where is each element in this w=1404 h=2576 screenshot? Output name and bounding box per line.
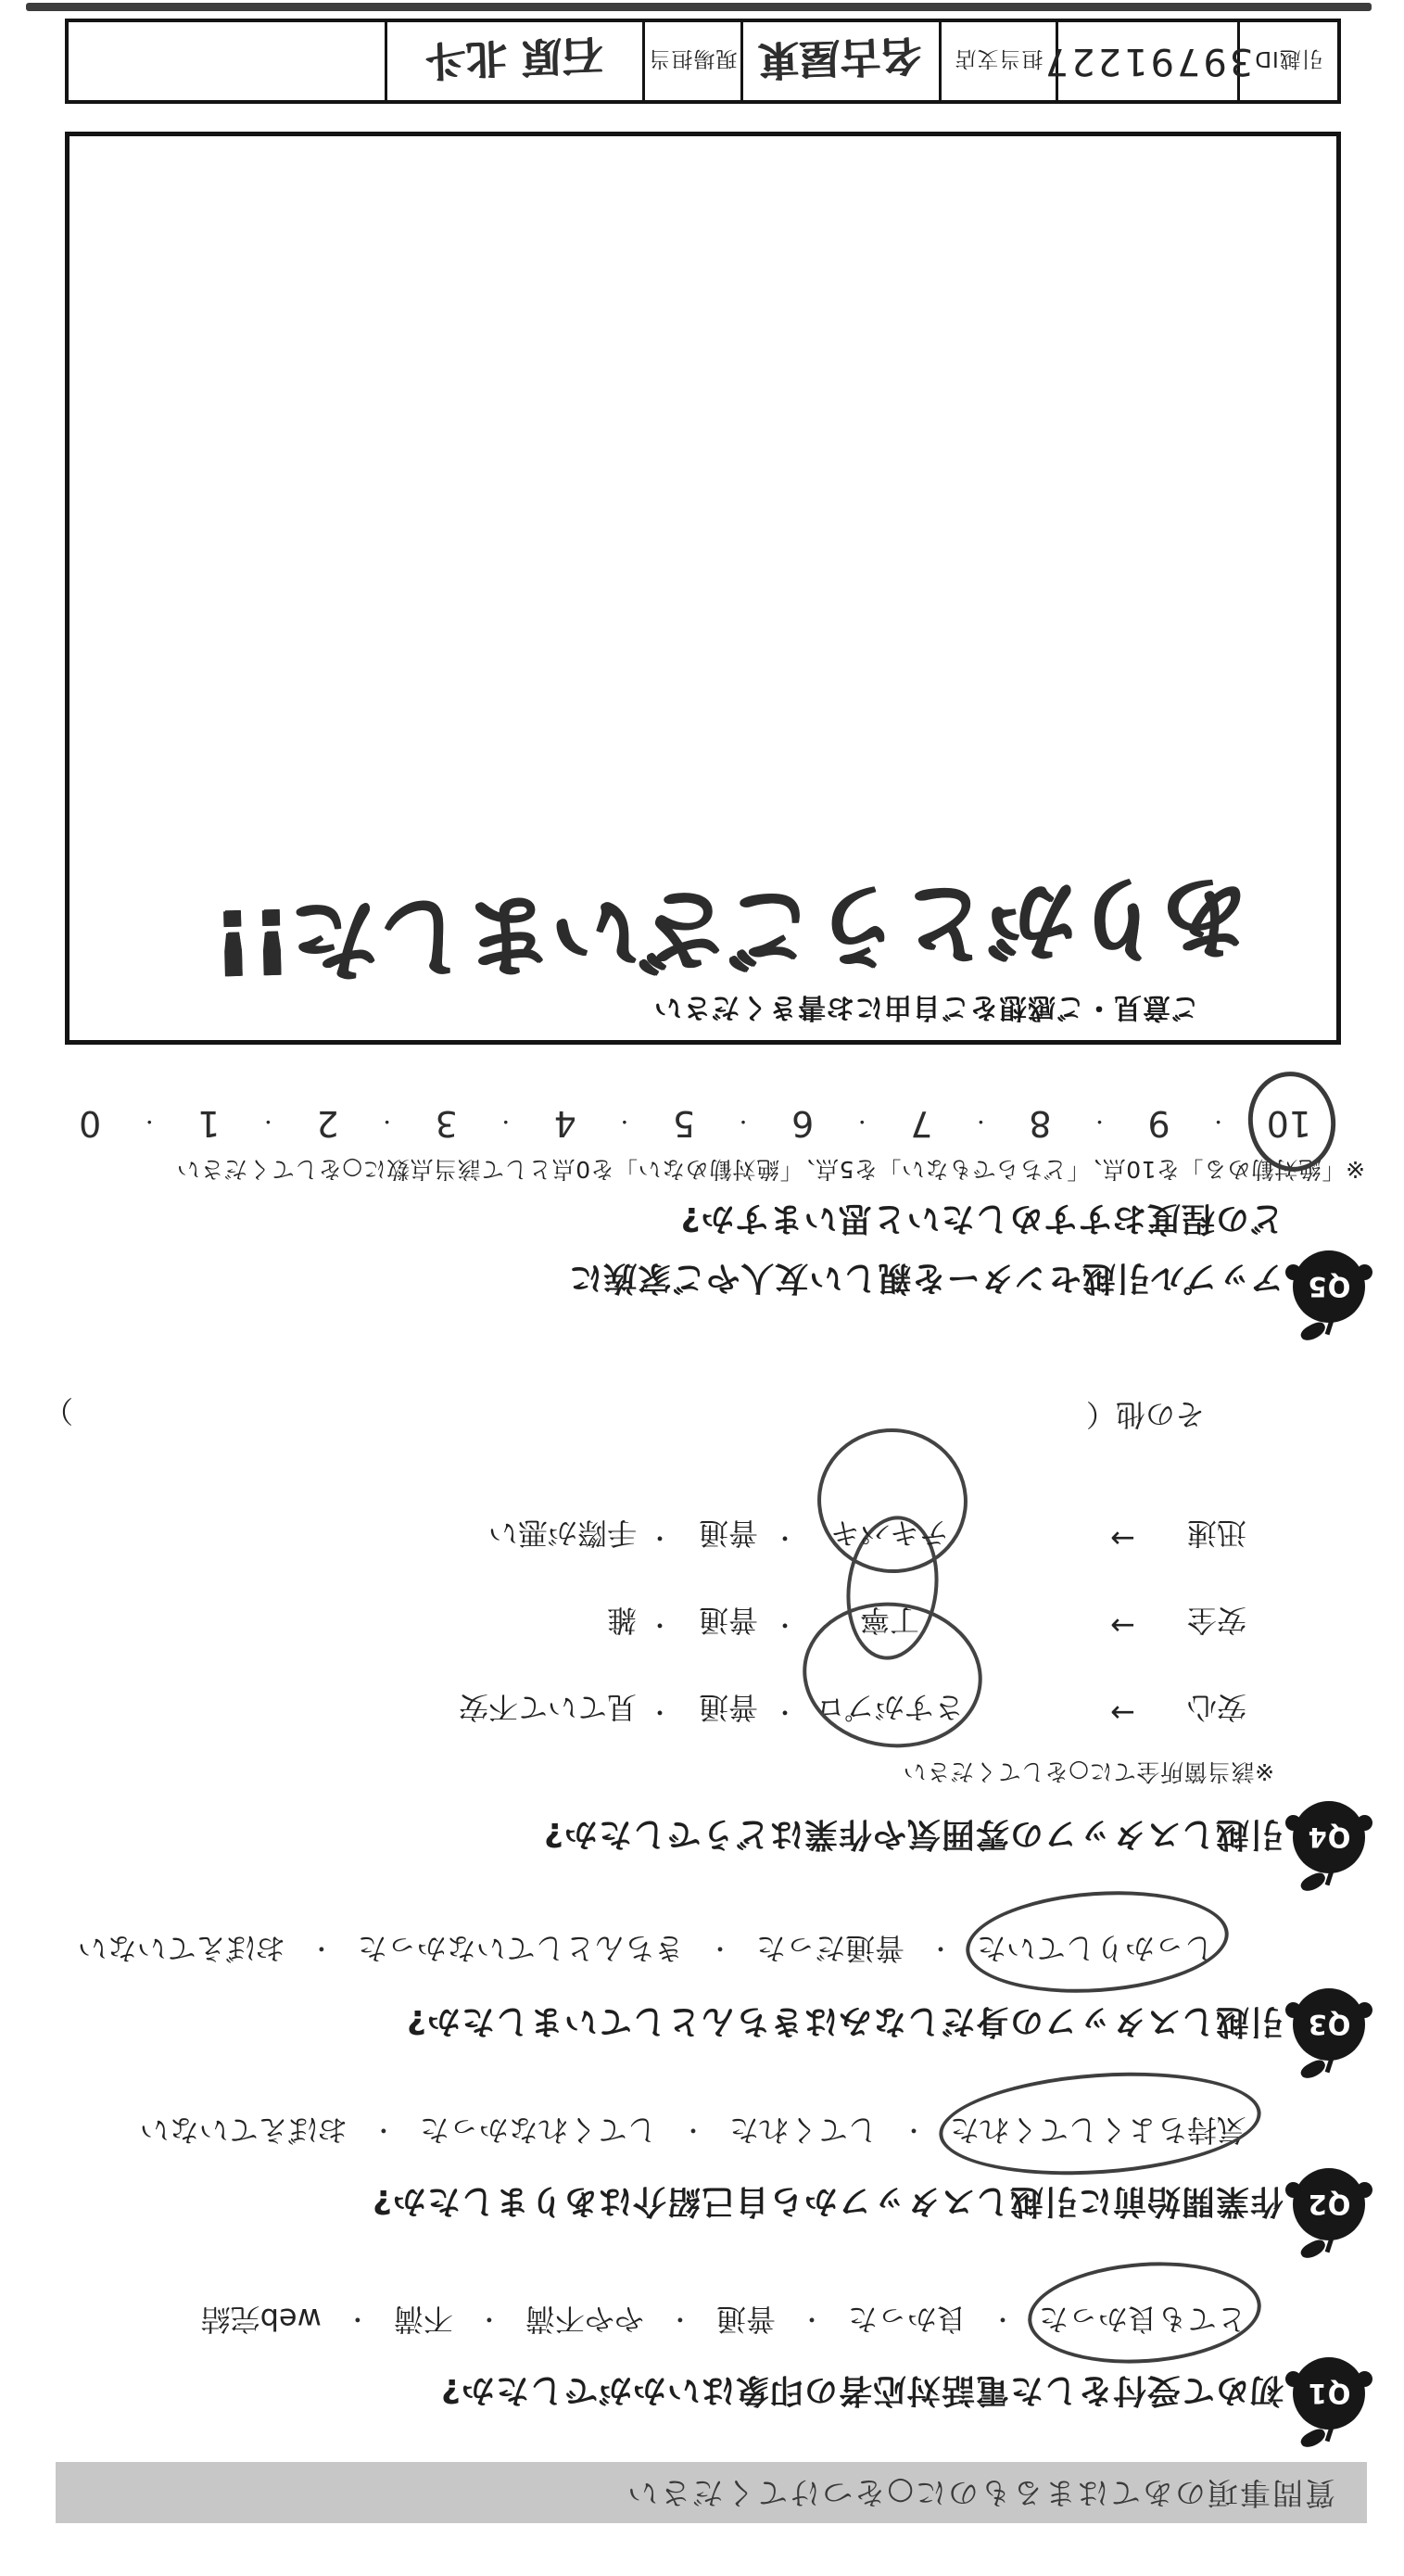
q1-badge-label: Q1 (1307, 2378, 1351, 2409)
apple-icon (1285, 2371, 1301, 2387)
dot-separator: ・ (1208, 1110, 1228, 1134)
dot-separator: ・ (734, 1110, 753, 1134)
q4-row-label: 安心 (1186, 1690, 1246, 1725)
apple-icon (1285, 2182, 1301, 2198)
q4-other-label: その他（ (1085, 1397, 1205, 1432)
dot-separator: ・ (1090, 1110, 1109, 1134)
q3-option: きちんとしていなかった (357, 1931, 684, 1966)
score: 1 (197, 1103, 221, 1144)
dot-separator: ・ (799, 2304, 824, 2333)
score-selected (1267, 1103, 1311, 1144)
id-value: 39791227 (1042, 40, 1254, 82)
q3-badge (1293, 1988, 1365, 2061)
q4-row2-selected (860, 1601, 919, 1643)
comment-box (65, 132, 1341, 1045)
id-label: 引越ID (1254, 46, 1323, 71)
q4-option: 普通 (698, 1690, 758, 1725)
instruction-bar: 質問事項のあてはまるものに○をつけてください (56, 2462, 1367, 2523)
dot-separator: ・ (772, 1697, 797, 1725)
apple-icon (1285, 1815, 1301, 1831)
comment-box-label: ご意見・ご感想をご自由にお書きください (653, 991, 1199, 1023)
q4-option: テキパキ (830, 1516, 950, 1551)
arrow-icon: → (1110, 1695, 1135, 1731)
q4-option: 丁寧 (860, 1603, 920, 1638)
dot-separator: ・ (614, 1110, 634, 1134)
q4-option: さすがプロ (816, 1690, 965, 1725)
apple-icon (1357, 2182, 1372, 2198)
q5-badge (1293, 1250, 1365, 1323)
score: 9 (1147, 1103, 1170, 1144)
q1-option: やや不満 (525, 2302, 644, 2337)
q5-badge-label: Q5 (1307, 1271, 1351, 1302)
apple-icon (1285, 1264, 1301, 1280)
dot-separator: ・ (309, 1934, 334, 1962)
branch-label: 担当支店 (954, 46, 1044, 71)
q1-options (201, 2300, 1246, 2342)
score: 3 (435, 1103, 458, 1144)
dot-separator: ・ (647, 1697, 672, 1725)
q4-option: 見ていて不安 (458, 1690, 637, 1725)
q1-option: web完結 (200, 2302, 322, 2337)
q4-row-label: 迅速 (1186, 1516, 1246, 1551)
q3-option: 普通だった (755, 1931, 904, 1966)
q2-option: してくれた (728, 2113, 878, 2148)
dot-separator: ・ (971, 1110, 991, 1134)
q3-question: 引越しスタッフの身だしなみはきちんとしていましたか? (406, 2002, 1284, 2040)
score: 4 (553, 1103, 576, 1144)
q2-option: してくれなかった (419, 2113, 657, 2148)
dot-separator: ・ (901, 2115, 926, 2144)
q1-option: 良かった (847, 2302, 967, 2337)
q1-option: 不満 (393, 2302, 453, 2337)
q2-options (140, 2111, 1246, 2153)
q5-question-line1: アップル引越センターを親しい友人やご家族に (568, 1259, 1284, 1297)
dot-separator: ・ (377, 1110, 397, 1134)
staff-handwritten-value: 石原 北斗 (424, 30, 604, 84)
scanner-edge-artifact (26, 3, 1372, 11)
dot-separator: ・ (772, 1610, 797, 1638)
dot-separator: ・ (647, 1523, 672, 1551)
q2-option: おぼえていない (139, 2113, 348, 2148)
q3-option: しっかりしていた (976, 1931, 1214, 1966)
dot-separator: ・ (476, 2304, 501, 2333)
q2-badge-label: Q2 (1307, 2189, 1351, 2220)
footer-table (65, 19, 1341, 104)
q2-option-selected (950, 2111, 1246, 2153)
q4-row1-selected (816, 1688, 964, 1731)
dot-separator: ・ (667, 2304, 692, 2333)
dot-separator: ・ (928, 1934, 953, 1962)
footer-cell-staff-value (385, 22, 642, 100)
footer-empty-cell (69, 22, 385, 100)
q4-row3-selected (830, 1514, 949, 1556)
dot-separator: ・ (496, 1110, 515, 1134)
q3-option-selected (977, 1929, 1214, 1972)
score: 0 (79, 1103, 102, 1144)
dot-separator: ・ (259, 1110, 278, 1134)
q2-badge (1293, 2168, 1365, 2240)
q4-note: ※該当箇所全てに○をしてください (903, 1758, 1274, 1785)
q3-option: おぼえていない (77, 1931, 285, 1966)
q1-option-selected (1039, 2300, 1246, 2342)
score: 5 (672, 1103, 696, 1144)
dot-separator: ・ (140, 1110, 159, 1134)
q1-option: 普通 (715, 2302, 776, 2337)
handwritten-comment: ありがとうございました!! (213, 863, 1253, 995)
q4-other-close-paren: ） (43, 1393, 73, 1428)
branch-handwritten-value: 名古屋東 (758, 30, 924, 84)
footer-cell-branch-value (740, 22, 939, 100)
apple-icon (1357, 2371, 1372, 2387)
q3-options (78, 1929, 1214, 1972)
score: 10 (1266, 1103, 1311, 1144)
q4-badge (1293, 1801, 1365, 1873)
q4-option: 雑 (606, 1603, 637, 1638)
score: 8 (1029, 1103, 1052, 1144)
q5-note: ※「絶対勧める」を10点、「どちらでもない」を5点、「絶対勧めない」を0点として該当点数に○をしてください (176, 1156, 1365, 1183)
score: 2 (316, 1103, 339, 1144)
arrow-icon: → (1110, 1521, 1135, 1556)
arrow-icon: → (1110, 1608, 1135, 1643)
dot-separator: ・ (345, 2304, 370, 2333)
footer-cell-branch-label (939, 22, 1056, 100)
apple-icon (1357, 1815, 1372, 1831)
footer-cell-staff-label (642, 22, 740, 100)
q1-badge (1293, 2357, 1365, 2430)
q2-option: 気持ちよくしてくれた (949, 2113, 1246, 2148)
apple-icon (1285, 2002, 1301, 2018)
dot-separator: ・ (853, 1110, 872, 1134)
dot-separator: ・ (371, 2115, 396, 2144)
q4-option: 普通 (698, 1603, 758, 1638)
footer-cell-id-value (1042, 22, 1254, 100)
q4-option: 手際が悪い (487, 1516, 637, 1551)
apple-icon (1357, 1264, 1372, 1280)
dot-separator: ・ (647, 1610, 672, 1638)
apple-icon (1357, 2002, 1372, 2018)
score: 7 (910, 1103, 933, 1144)
dot-separator: ・ (707, 1934, 732, 1962)
q4-row-label: 安全 (1186, 1603, 1246, 1638)
q4-badge-label: Q4 (1307, 1821, 1351, 1853)
q1-question: 初めて受付をした電話対応者の印象はいかがでしたか? (440, 2371, 1284, 2409)
score: 6 (791, 1103, 815, 1144)
q2-question: 作業開始前に引越しスタッフから自己紹介はありましたか? (372, 2182, 1284, 2220)
q5-question-line2: どの程度おすすめしたいと思いますか? (679, 1199, 1284, 1237)
q4-option: 普通 (698, 1516, 758, 1551)
q1-option: とても良かった (1038, 2302, 1246, 2337)
dot-separator: ・ (772, 1523, 797, 1551)
q3-badge-label: Q3 (1307, 2009, 1351, 2040)
q4-question: 引越しスタッフの雰囲気や作業はどうでしたか? (543, 1815, 1284, 1853)
staff-label: 現場担当 (648, 46, 738, 71)
nps-scale (79, 1103, 1311, 1144)
dot-separator: ・ (680, 2115, 705, 2144)
dot-separator: ・ (990, 2304, 1015, 2333)
